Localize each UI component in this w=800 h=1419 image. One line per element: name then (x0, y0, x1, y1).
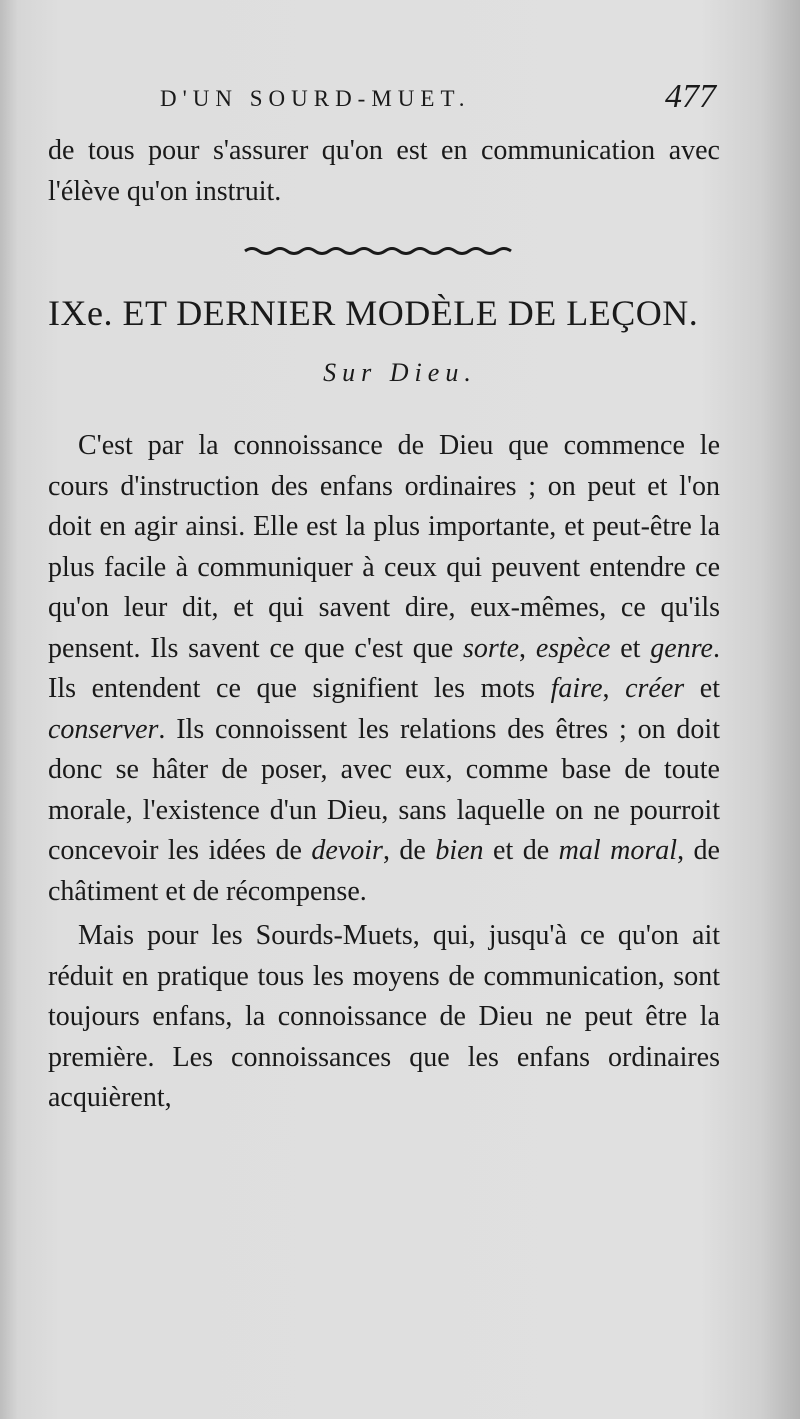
italic-term: mal moral (558, 835, 678, 866)
continuation-paragraph: de tous pour s'assurer qu'on est en communication avec l'élève qu'on instruit. (48, 135, 720, 207)
text-run: , (519, 632, 536, 664)
running-head: D'UN SOURD-MUET. (160, 86, 471, 111)
italic-term: créer (625, 673, 685, 704)
text-run: . Ils connoissent les relations des êtres ; on doit donc se hâter de poser, avec eux, comme base de toute morale, l'existence d'un Dieu, sans laquelle on ne pourroit concevoir les idées de (48, 713, 720, 866)
page-number: 477 (665, 78, 716, 115)
italic-term: faire (550, 673, 603, 704)
italic-term: espèce (535, 632, 611, 664)
body-paragraph (48, 426, 720, 912)
text-run: , de (382, 835, 436, 866)
chapter-subtitle: Sur Dieu. (323, 358, 477, 387)
italic-term: sorte (463, 632, 520, 664)
text-run: et (610, 632, 651, 664)
text-run: et de (483, 835, 559, 866)
body-paragraph (48, 916, 720, 1119)
text-run: , (602, 673, 626, 704)
text-run: C'est par la connoissance de Dieu que commence le cours d'instruction des enfans ordinaires ; on peut et l'on doit en agir ainsi. Elle est la plus importante, et peut-être la plus facile à communiquer à ceux qui peuvent entendre ce qu'on leur dit, et qui savent dire, eux-mêmes, ce qu'ils pensent. Ils savent ce que c'est que (48, 430, 720, 664)
continuation-text (48, 131, 720, 212)
text-run: . Ils entendent ce que signifient les mots (48, 632, 720, 704)
italic-term: conserver (48, 713, 159, 745)
italic-term: genre (650, 632, 713, 664)
chapter-title: IXe. ET DERNIER MODÈLE DE LEÇON. (48, 293, 699, 333)
page-header (48, 78, 728, 122)
ornamental-rule (243, 244, 515, 258)
text-run: Mais pour les Sourds-Muets, qui, jusqu'à ce qu'on ait réduit en pratique tous les moyens de communication, sont toujours enfans, la connoissance de Dieu ne peut être la première. Les connoissances que les enfans ordinaires acquièrent, (48, 920, 720, 1113)
body-text (48, 426, 720, 1123)
italic-term: devoir (311, 835, 383, 866)
text-run: et (684, 673, 720, 704)
text-run: , de châtiment et de récompense. (48, 835, 720, 907)
italic-term: bien (435, 835, 484, 866)
